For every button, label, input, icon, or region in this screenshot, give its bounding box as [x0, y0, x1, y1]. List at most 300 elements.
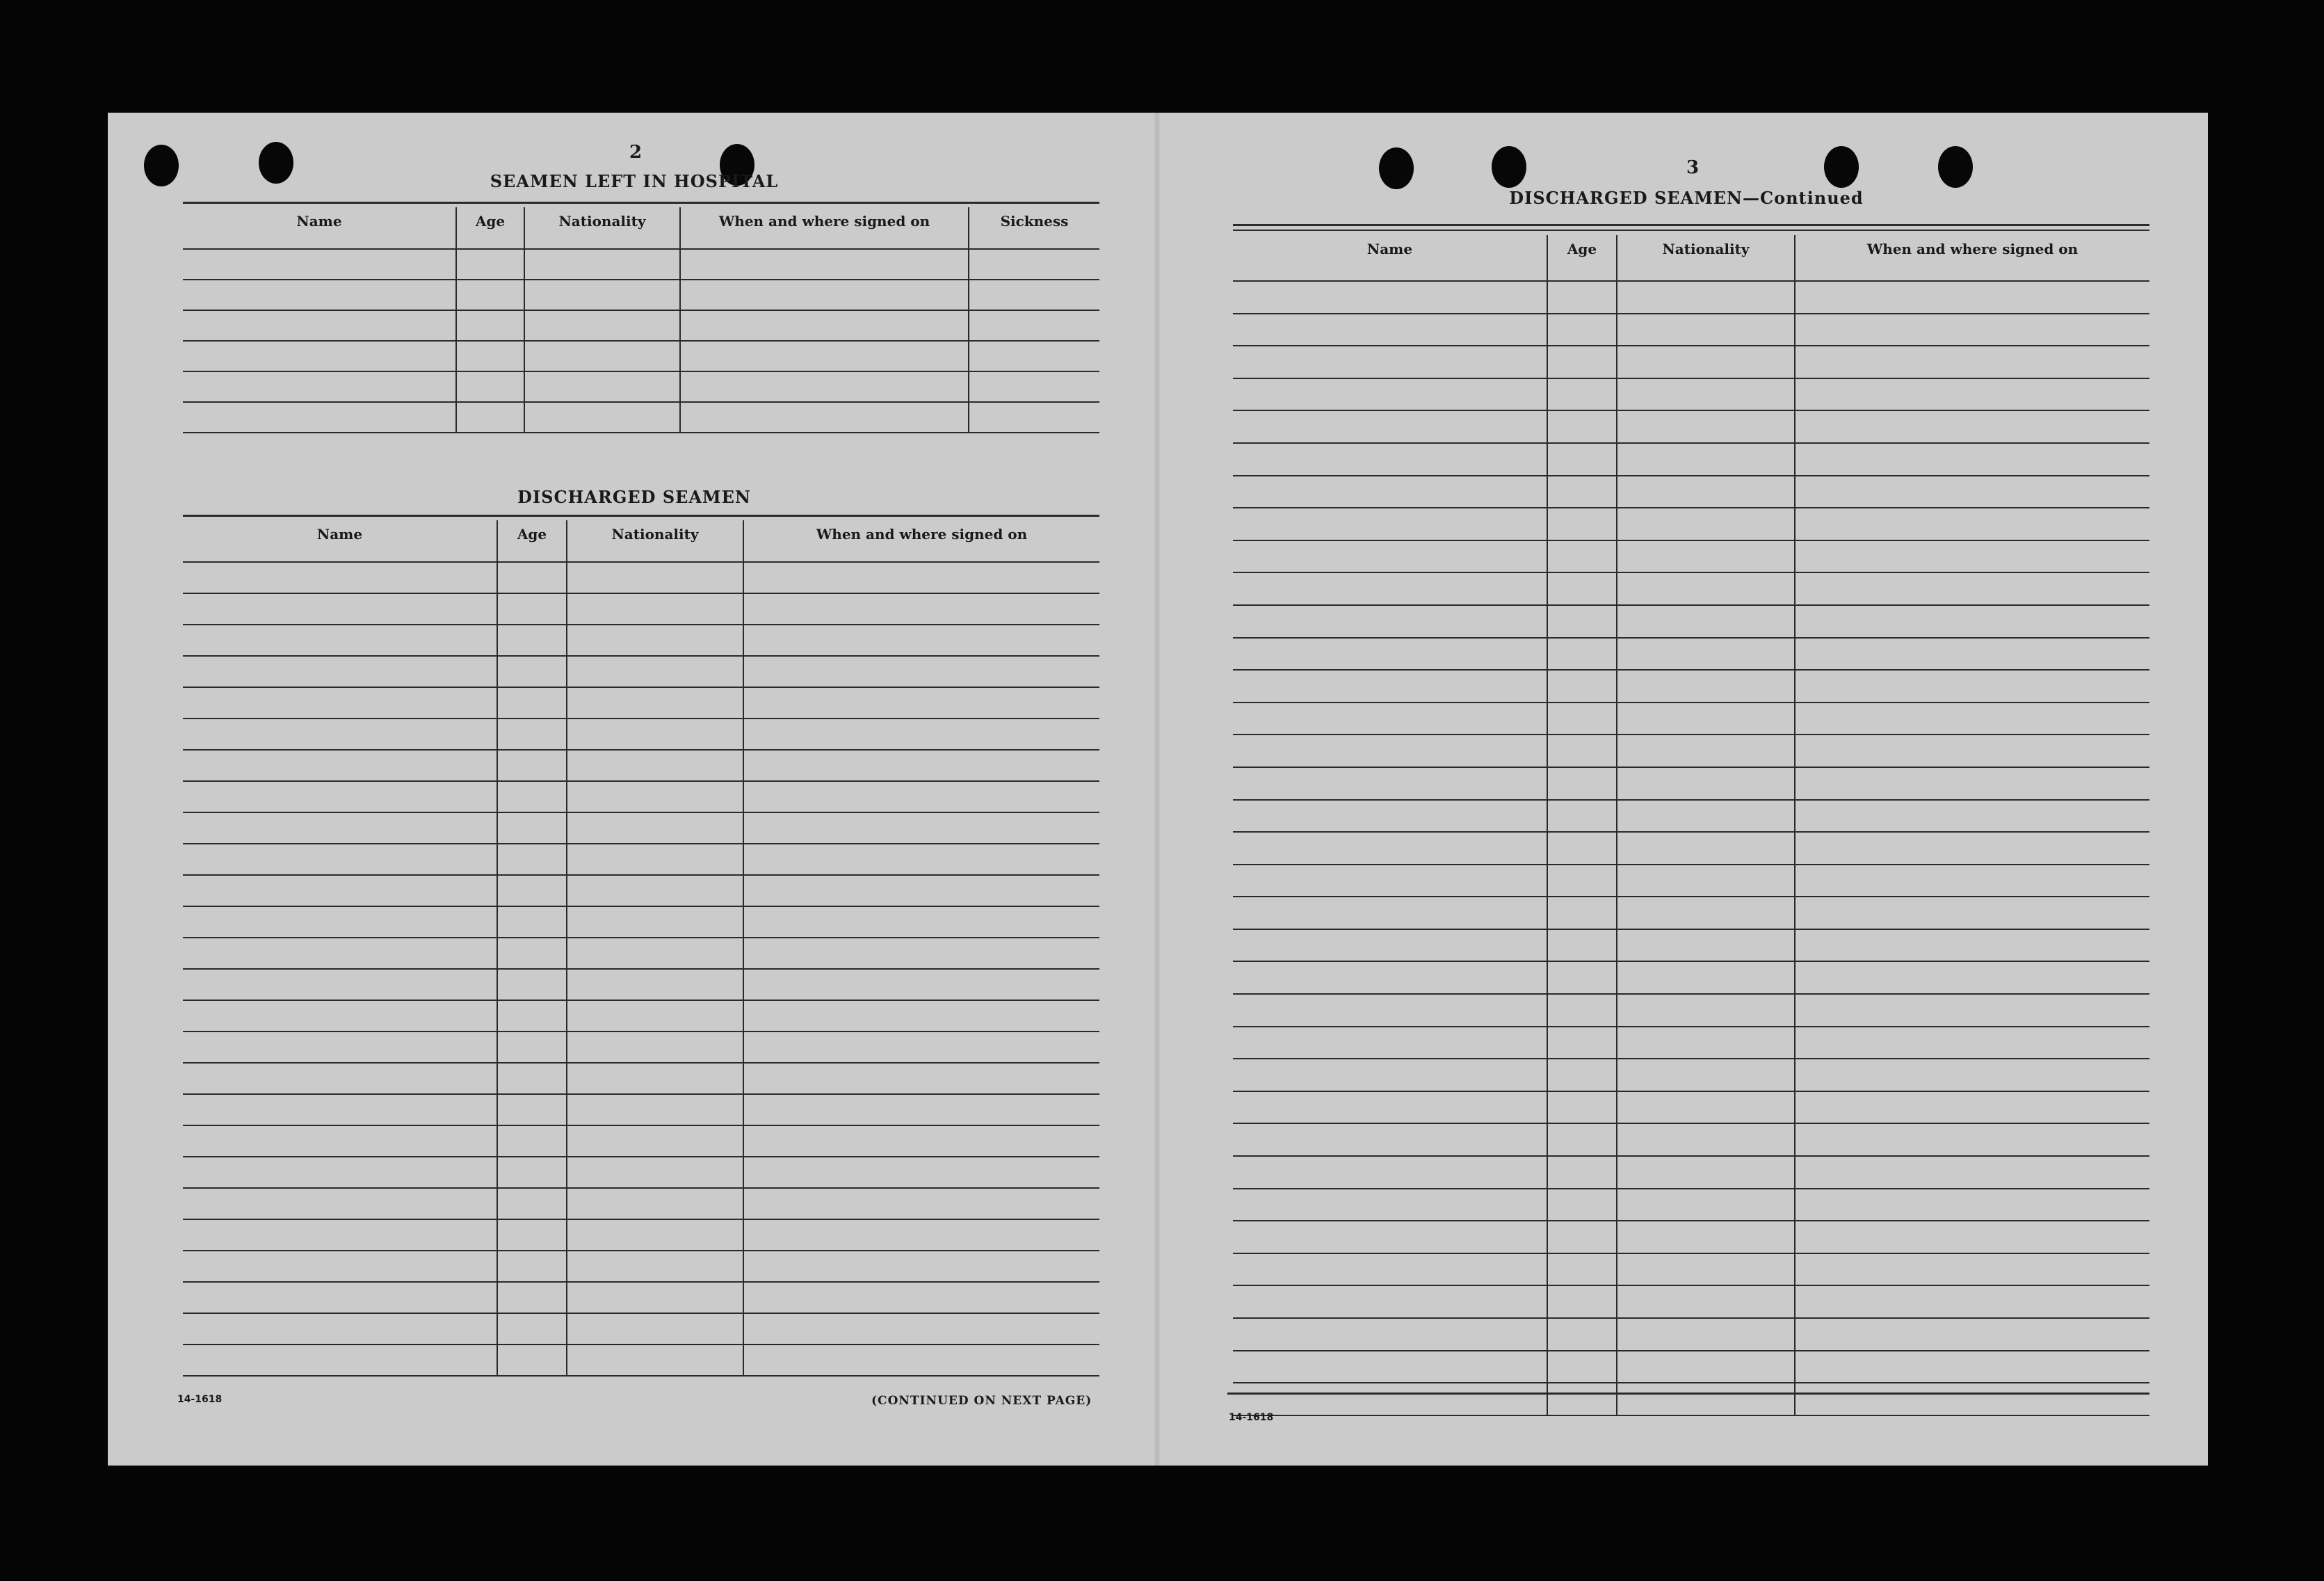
blank-cell	[1795, 1318, 2149, 1351]
blank-cell	[743, 969, 1099, 1000]
blank-cell	[567, 562, 743, 593]
table-row	[1233, 378, 2149, 411]
blank-cell	[1617, 638, 1795, 671]
blank-cell	[567, 875, 743, 906]
blank-cell	[183, 371, 456, 402]
table-row	[1233, 605, 2149, 638]
continued-on-next-page-note: (CONTINUED ON NEXT PAGE)	[871, 1394, 1092, 1408]
blank-cell	[1233, 378, 1547, 411]
blank-cell	[183, 280, 456, 310]
section-title-seamen-left-in-hospital: SEAMEN LEFT IN HOSPITAL	[490, 171, 779, 191]
blank-cell	[1233, 572, 1547, 605]
blank-cell	[743, 1282, 1099, 1313]
blank-cell	[524, 371, 680, 402]
blank-cell	[1547, 1189, 1617, 1221]
table-row	[1233, 1383, 2149, 1415]
blank-cell	[567, 625, 743, 656]
blank-cell	[1547, 476, 1617, 508]
table-row	[183, 1063, 1099, 1094]
blank-cell	[1795, 1123, 2149, 1156]
blank-cell	[1617, 508, 1795, 540]
blank-cell	[1795, 832, 2149, 865]
column-header-sickness: Sickness	[969, 207, 1099, 249]
blank-cell	[456, 280, 524, 310]
table-row	[1233, 314, 2149, 346]
table-row	[1233, 572, 2149, 605]
blank-cell	[1795, 1253, 2149, 1286]
blank-cell	[497, 1345, 567, 1376]
table-row	[183, 1094, 1099, 1125]
blank-cell	[1233, 1221, 1547, 1253]
discharged-seamen-continued-table	[1233, 235, 2149, 1416]
blank-cell	[1547, 961, 1617, 994]
blank-cell	[1795, 1221, 2149, 1253]
blank-cell	[743, 750, 1099, 781]
blank-cell	[567, 1251, 743, 1282]
table-row	[183, 656, 1099, 687]
blank-cell	[1233, 638, 1547, 671]
blank-cell	[1547, 1253, 1617, 1286]
blank-cell	[1617, 1351, 1795, 1383]
bottom-rule	[1227, 1393, 2149, 1395]
blank-cell	[743, 1345, 1099, 1376]
blank-cell	[567, 969, 743, 1000]
blank-cell	[1617, 378, 1795, 411]
blank-cell	[497, 562, 567, 593]
blank-cell	[1795, 281, 2149, 314]
blank-cell	[1547, 865, 1617, 897]
blank-cell	[1233, 1318, 1547, 1351]
blank-cell	[1233, 605, 1547, 638]
blank-cell	[1547, 508, 1617, 540]
blank-cell	[1233, 897, 1547, 929]
blank-cell	[1617, 540, 1795, 573]
blank-cell	[567, 1094, 743, 1125]
column-header-age: Age	[1547, 235, 1617, 281]
blank-cell	[743, 593, 1099, 625]
blank-cell	[1617, 1091, 1795, 1124]
blank-cell	[969, 280, 1099, 310]
table-row	[183, 687, 1099, 719]
blank-cell	[524, 249, 680, 280]
blank-cell	[969, 249, 1099, 280]
blank-cell	[1617, 929, 1795, 962]
table-row	[183, 310, 1099, 341]
column-header-nationality: Nationality	[567, 520, 743, 562]
blank-cell	[1617, 994, 1795, 1027]
blank-cell	[497, 750, 567, 781]
table-row	[183, 341, 1099, 371]
blank-cell	[743, 1219, 1099, 1251]
blank-cell	[1547, 410, 1617, 443]
blank-cell	[743, 625, 1099, 656]
blank-cell	[524, 280, 680, 310]
table-row	[1233, 410, 2149, 443]
blank-cell	[183, 656, 497, 687]
blank-cell	[1233, 961, 1547, 994]
column-header-name: Name	[183, 207, 456, 249]
blank-cell	[680, 371, 969, 402]
blank-cell	[1795, 897, 2149, 929]
table-row	[1233, 1318, 2149, 1351]
blank-cell	[743, 656, 1099, 687]
table-row	[1233, 1027, 2149, 1059]
blank-cell	[497, 687, 567, 719]
blank-cell	[567, 750, 743, 781]
punch-hole	[1824, 146, 1859, 188]
blank-cell	[1617, 314, 1795, 346]
blank-cell	[743, 1157, 1099, 1188]
blank-cell	[1547, 1383, 1617, 1415]
blank-cell	[183, 750, 497, 781]
seamen-left-in-hospital-table	[183, 207, 1099, 433]
table-row	[1233, 735, 2149, 767]
blank-cell	[743, 1188, 1099, 1219]
column-header-name: Name	[1233, 235, 1547, 281]
blank-cell	[183, 1063, 497, 1094]
blank-cell	[1795, 410, 2149, 443]
table-row	[1233, 1059, 2149, 1091]
blank-cell	[497, 938, 567, 969]
blank-cell	[1795, 1383, 2149, 1415]
blank-cell	[680, 402, 969, 433]
blank-cell	[183, 1345, 497, 1376]
blank-cell	[183, 1094, 497, 1125]
table-row	[183, 1125, 1099, 1157]
blank-cell	[1547, 1091, 1617, 1124]
blank-cell	[497, 1157, 567, 1188]
blank-cell	[524, 341, 680, 371]
blank-cell	[743, 1251, 1099, 1282]
blank-cell	[743, 938, 1099, 969]
blank-cell	[1233, 281, 1547, 314]
blank-cell	[1547, 703, 1617, 735]
blank-cell	[497, 1063, 567, 1094]
blank-cell	[743, 1094, 1099, 1125]
blank-cell	[743, 844, 1099, 875]
blank-cell	[497, 812, 567, 844]
blank-cell	[1795, 1156, 2149, 1189]
table-row	[183, 812, 1099, 844]
blank-cell	[743, 1313, 1099, 1345]
blank-cell	[183, 1282, 497, 1313]
table-row	[1233, 865, 2149, 897]
blank-cell	[567, 1188, 743, 1219]
blank-cell	[497, 1219, 567, 1251]
section-title-discharged-seamen-continued: DISCHARGED SEAMEN—Continued	[1509, 188, 1864, 208]
blank-cell	[1547, 1027, 1617, 1059]
blank-cell	[1233, 1156, 1547, 1189]
blank-cell	[1233, 314, 1547, 346]
form-code: 14-1618	[1229, 1412, 1274, 1423]
blank-cell	[1547, 1156, 1617, 1189]
blank-cell	[1795, 703, 2149, 735]
blank-cell	[183, 402, 456, 433]
blank-cell	[567, 593, 743, 625]
blank-cell	[1795, 1285, 2149, 1318]
blank-cell	[1795, 605, 2149, 638]
blank-cell	[1617, 572, 1795, 605]
blank-cell	[1233, 735, 1547, 767]
table-row	[183, 719, 1099, 750]
blank-cell	[1547, 314, 1617, 346]
blank-cell	[743, 1000, 1099, 1032]
blank-cell	[1617, 1253, 1795, 1286]
blank-cell	[1547, 929, 1617, 962]
blank-cell	[1617, 800, 1795, 833]
blank-cell	[567, 1345, 743, 1376]
blank-cell	[1795, 1027, 2149, 1059]
blank-cell	[1617, 703, 1795, 735]
table-row	[183, 844, 1099, 875]
page-number: 3	[1686, 157, 1700, 178]
blank-cell	[456, 341, 524, 371]
table-row	[183, 750, 1099, 781]
blank-cell	[183, 969, 497, 1000]
blank-cell	[183, 593, 497, 625]
blank-cell	[497, 1251, 567, 1282]
blank-cell	[183, 1313, 497, 1345]
blank-cell	[1795, 929, 2149, 962]
blank-cell	[1547, 378, 1617, 411]
table-row	[1233, 638, 2149, 671]
blank-cell	[743, 687, 1099, 719]
blank-cell	[497, 625, 567, 656]
blank-cell	[1547, 1285, 1617, 1318]
punch-hole	[1492, 146, 1526, 188]
table-row	[1233, 670, 2149, 703]
blank-cell	[1233, 703, 1547, 735]
blank-cell	[497, 781, 567, 812]
blank-cell	[1617, 1027, 1795, 1059]
blank-cell	[183, 625, 497, 656]
table-row	[1233, 508, 2149, 540]
blank-cell	[743, 781, 1099, 812]
column-header-when-where-signed-on: When and where signed on	[1795, 235, 2149, 281]
column-header-when-where-signed-on: When and where signed on	[743, 520, 1099, 562]
blank-cell	[1795, 638, 2149, 671]
blank-cell	[1233, 1383, 1547, 1415]
table-row	[183, 969, 1099, 1000]
blank-cell	[497, 593, 567, 625]
form-code: 14-1618	[177, 1394, 223, 1405]
form-sheet	[108, 113, 2208, 1466]
blank-cell	[567, 812, 743, 844]
blank-cell	[1547, 735, 1617, 767]
table-row	[183, 1188, 1099, 1219]
column-header-age: Age	[456, 207, 524, 249]
blank-cell	[743, 812, 1099, 844]
blank-cell	[567, 1219, 743, 1251]
blank-cell	[1617, 1189, 1795, 1221]
blank-cell	[1233, 1123, 1547, 1156]
table-row	[1233, 540, 2149, 573]
table-row	[183, 1251, 1099, 1282]
blank-cell	[524, 310, 680, 341]
blank-cell	[1233, 929, 1547, 962]
blank-cell	[1795, 1091, 2149, 1124]
blank-cell	[1233, 508, 1547, 540]
blank-cell	[1547, 800, 1617, 833]
table-row	[1233, 1189, 2149, 1221]
column-header-when-where-signed-on: When and where signed on	[680, 207, 969, 249]
blank-cell	[1617, 410, 1795, 443]
blank-cell	[1233, 1189, 1547, 1221]
column-header-name: Name	[183, 520, 497, 562]
blank-cell	[497, 1094, 567, 1125]
blank-cell	[567, 1125, 743, 1157]
blank-cell	[497, 1125, 567, 1157]
blank-cell	[1547, 994, 1617, 1027]
table-row	[1233, 832, 2149, 865]
table-row	[183, 249, 1099, 280]
blank-cell	[183, 906, 497, 938]
blank-cell	[183, 1188, 497, 1219]
blank-cell	[969, 341, 1099, 371]
blank-cell	[1617, 767, 1795, 800]
blank-cell	[183, 844, 497, 875]
blank-cell	[743, 875, 1099, 906]
blank-cell	[1795, 735, 2149, 767]
table-row	[1233, 1156, 2149, 1189]
blank-cell	[1795, 476, 2149, 508]
blank-cell	[969, 371, 1099, 402]
blank-cell	[567, 719, 743, 750]
blank-cell	[1795, 572, 2149, 605]
blank-cell	[183, 1157, 497, 1188]
blank-cell	[1617, 670, 1795, 703]
blank-cell	[1233, 1091, 1547, 1124]
blank-cell	[183, 875, 497, 906]
blank-cell	[567, 906, 743, 938]
blank-cell	[183, 812, 497, 844]
blank-cell	[183, 1219, 497, 1251]
table-row	[1233, 1091, 2149, 1124]
column-header-age: Age	[497, 520, 567, 562]
table-row	[183, 1313, 1099, 1345]
blank-cell	[183, 1032, 497, 1063]
blank-cell	[743, 719, 1099, 750]
blank-cell	[1233, 476, 1547, 508]
blank-cell	[1547, 1221, 1617, 1253]
blank-cell	[1795, 540, 2149, 573]
blank-cell	[497, 1313, 567, 1345]
table-row	[183, 1345, 1099, 1376]
blank-cell	[567, 844, 743, 875]
blank-cell	[1233, 1351, 1547, 1383]
blank-cell	[567, 656, 743, 687]
blank-cell	[1547, 540, 1617, 573]
blank-cell	[1617, 735, 1795, 767]
blank-cell	[1233, 410, 1547, 443]
blank-cell	[1795, 1059, 2149, 1091]
table-row	[183, 1157, 1099, 1188]
table-row	[1233, 443, 2149, 476]
blank-cell	[183, 1000, 497, 1032]
blank-cell	[183, 938, 497, 969]
blank-cell	[1547, 832, 1617, 865]
section-rule	[1233, 224, 2149, 226]
blank-cell	[497, 875, 567, 906]
blank-cell	[1233, 1059, 1547, 1091]
table-row	[1233, 1123, 2149, 1156]
blank-cell	[183, 1125, 497, 1157]
blank-cell	[1617, 897, 1795, 929]
blank-cell	[969, 310, 1099, 341]
blank-cell	[1617, 476, 1795, 508]
blank-cell	[567, 1157, 743, 1188]
table-row	[183, 1219, 1099, 1251]
blank-cell	[497, 844, 567, 875]
blank-cell	[497, 1282, 567, 1313]
table-row	[183, 1282, 1099, 1313]
blank-cell	[183, 1251, 497, 1282]
blank-cell	[1233, 1027, 1547, 1059]
table-row	[1233, 929, 2149, 962]
blank-cell	[497, 1000, 567, 1032]
section-rule	[1233, 230, 2149, 231]
blank-cell	[1617, 346, 1795, 378]
table-row	[1233, 346, 2149, 378]
section-rule	[183, 202, 1099, 204]
table-row	[1233, 1285, 2149, 1318]
blank-cell	[1547, 346, 1617, 378]
discharged-seamen-table	[183, 520, 1099, 1377]
blank-cell	[1547, 1123, 1617, 1156]
blank-cell	[497, 1188, 567, 1219]
blank-cell	[567, 1313, 743, 1345]
blank-cell	[183, 781, 497, 812]
blank-cell	[497, 719, 567, 750]
blank-cell	[1617, 605, 1795, 638]
blank-cell	[567, 687, 743, 719]
table-row	[183, 402, 1099, 433]
blank-cell	[1795, 443, 2149, 476]
blank-cell	[1617, 1059, 1795, 1091]
blank-cell	[456, 371, 524, 402]
blank-cell	[456, 402, 524, 433]
blank-cell	[1547, 443, 1617, 476]
table-row	[1233, 281, 2149, 314]
blank-cell	[183, 310, 456, 341]
blank-cell	[456, 310, 524, 341]
blank-cell	[1617, 1221, 1795, 1253]
blank-cell	[1547, 572, 1617, 605]
blank-cell	[1233, 1285, 1547, 1318]
table-row	[183, 875, 1099, 906]
blank-cell	[567, 1063, 743, 1094]
blank-cell	[1795, 767, 2149, 800]
blank-cell	[183, 719, 497, 750]
table-row	[183, 625, 1099, 656]
blank-cell	[743, 906, 1099, 938]
blank-cell	[524, 402, 680, 433]
table-row	[1233, 800, 2149, 833]
blank-cell	[1617, 443, 1795, 476]
blank-cell	[1617, 281, 1795, 314]
table-row	[1233, 1221, 2149, 1253]
blank-cell	[1617, 1156, 1795, 1189]
table-row	[183, 562, 1099, 593]
blank-cell	[497, 656, 567, 687]
blank-cell	[743, 1063, 1099, 1094]
blank-cell	[1795, 800, 2149, 833]
blank-cell	[1233, 994, 1547, 1027]
blank-cell	[743, 1125, 1099, 1157]
section-rule	[183, 515, 1099, 517]
blank-cell	[1233, 800, 1547, 833]
blank-cell	[680, 280, 969, 310]
